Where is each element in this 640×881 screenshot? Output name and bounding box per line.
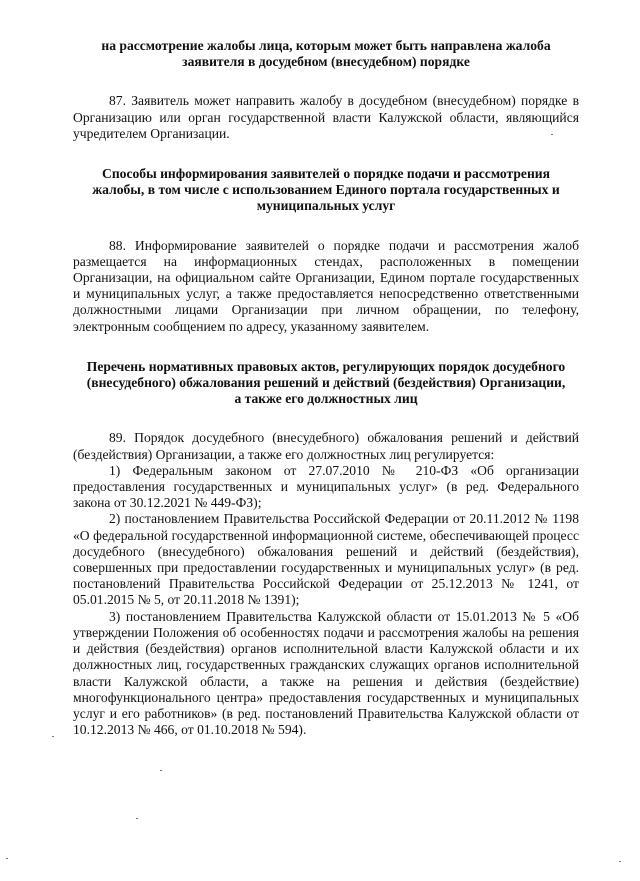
paragraph-88: 88. Информирование заявителей о порядке подачи и рассмотрения жалоб размещается на информационных стендах, расположенных в помещении Организации, на официальном сайте Организации, Едином портале государственных и муниципальных услуг, а также предоставляется непосредственно ответственными должностными лицами Организации при личном обращении, по телефону, электронным сообщением по адресу, указанному заявителем. — [73, 237, 579, 334]
paragraph-89-item-1: 1) Федеральным законом от 27.07.2010 № 210-ФЗ «Об организации предоставления государственных и муниципальных услуг» (в ред. Федерального закона от 30.12.2021 № 449-ФЗ); — [73, 462, 579, 511]
scan-speck — [551, 134, 553, 135]
paragraph-87: 87. Заявитель может направить жалобу в досудебном (внесудебном) порядке в Организацию или орган государственной власти Калужской области, являющийся учредителем Организации. — [73, 93, 579, 141]
paragraph-89: 89. Порядок досудебного (внесудебного) обжалования решений и действий (бездействия) Организации, а также его должностных лиц регулируется: — [73, 430, 579, 462]
document-page — [73, 38, 579, 738]
paragraph-89-item-2: 2) постановлением Правительства Российской Федерации от 20.11.2012 № 1198 «О федеральной государственной информационной системе, обеспечивающей процесс досудебного (внесудебного) обжалования решений и действий (бездействия), совершенных при предоставлении государственных и муниципальных услуг» (в ред. постановлений Правительства Российской Федерации от 25.12.2013 № 1241, от 05.01.2015 № 5, от 20.11.2018 № 1391); — [73, 511, 579, 608]
section-heading-informing-methods: Способы информирования заявителей о порядке подачи и рассмотрения жалобы, в том числе с использованием Единого портала государственных и муниципальных услуг — [92, 166, 560, 214]
section-heading-complaint-recipient: на рассмотрение жалобы лица, которым может быть направлена жалоба заявителя в досудебном (внесудебном) порядке — [101, 38, 551, 70]
section-heading-legal-acts: Перечень нормативных правовых актов, регулирующих порядок досудебного (внесудебного) обжалования решений и действий (бездействия) Организации, а также его должностных лиц — [86, 358, 566, 407]
paragraph-89-item-3: 3) постановлением Правительства Калужской области от 15.01.2013 № 5 «Об утверждении Положения об особенностях подачи и рассмотрения жалобы на решения и действия (бездействия) органов исполнительной власти Калужской области и их должностных лиц, государственных гражданских служащих органов исполнительной власти Калужской области, а также на решения и действия (бездействие) многофункционального центра» предоставления государственных и муниципальных услуг и его работников» (в ред. постановлений Правительства Калужской области от 10.12.2013 № 466, от 01.10.2018 № 594). — [73, 608, 579, 738]
scan-speck — [136, 818, 138, 819]
scan-speck — [160, 770, 162, 771]
scan-speck — [6, 858, 8, 859]
scan-speck — [619, 861, 621, 862]
scan-speck — [52, 736, 54, 737]
